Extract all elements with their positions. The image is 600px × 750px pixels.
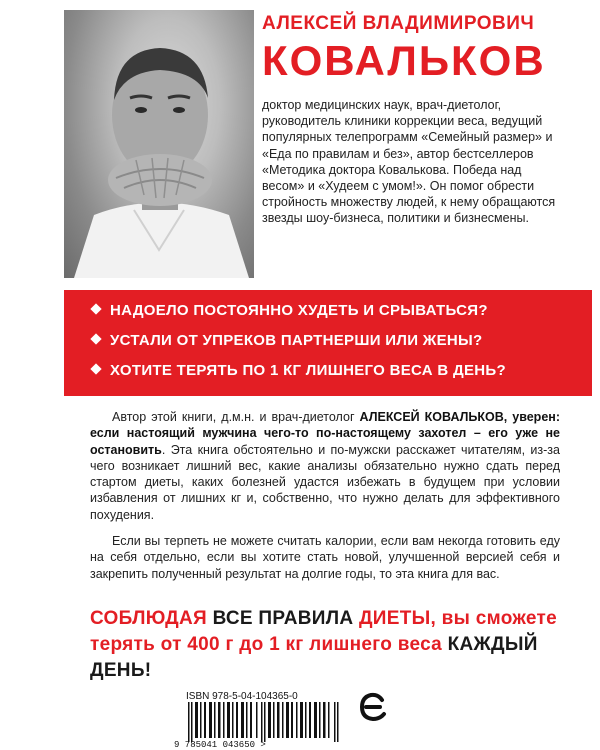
barcode-digits: 9 785041 043650 > xyxy=(174,740,266,750)
diamond-bullet-icon xyxy=(90,303,101,314)
publisher-logo-icon xyxy=(356,690,390,724)
author-photo xyxy=(64,10,254,278)
diamond-bullet-icon xyxy=(90,333,101,344)
call-to-action: СОБЛЮДАЯ ВСЕ ПРАВИЛА ДИЕТЫ, вы сможете терять от 400 г до 1 кг лишнего веса КАЖДЫЙ ДЕНЬ! xyxy=(90,608,557,681)
author-first-name: АЛЕКСЕЙ ВЛАДИМИРОВИЧ xyxy=(262,13,535,34)
question-item: ХОТИТЕ ТЕРЯТЬ ПО 1 КГ ЛИШНЕГО ВЕСА В ДЕНЬ? xyxy=(92,362,506,379)
author-surname: КОВАЛЬКОВ xyxy=(262,37,546,84)
author-name-block xyxy=(262,12,582,84)
question-item: УСТАЛИ ОТ УПРЕКОВ ПАРТНЕРШИ ИЛИ ЖЕНЫ? xyxy=(92,332,482,349)
diamond-bullet-icon xyxy=(90,363,101,374)
question-item: НАДОЕЛО ПОСТОЯННО ХУДЕТЬ И СРЫВАТЬСЯ? xyxy=(92,302,488,319)
author-bio: доктор медицинских наук, врач-диетолог, руководитель клиники коррекции веса, ведущий популярных телепрограмм «Семейный размер» и «Еда по правилам и без», автор бестселлеров «Методика доктора Ковалькова. Победа над весом» и «Худеем с умом!». Он помог обрести стройность множеству людей, к нему обращаются звезды шоу-бизнеса, политики и бизнесмены. xyxy=(262,98,556,226)
isbn: ISBN 978-5-04-104365-0 xyxy=(186,691,298,702)
questions-band xyxy=(64,290,592,396)
description-paragraph: Если вы терпеть не можете считать калории, если вам некогда готовить еду на себя отдельно, если вы хотите стать новой, улучшенной версией себя и закрепить полученный результат на долгие годы, то эта книга для вас. xyxy=(90,534,560,581)
description xyxy=(90,409,560,582)
description-paragraph: Автор этой книги, д.м.н. и врач-диетолог АЛЕКСЕЙ КОВАЛЬКОВ, уверен: если настоящий мужчина чего-то по-настоящему захотел – его уже не остановить. Эта книга обстоятельно и по-мужски расскажет читателям, из-за чего возникает лишний вес, какие анализы обязательно нужно сдать перед стартом диеты, каких болезней удастся избежать в будущем при условии избавления от лишних кг и, собственно, что нужно делать для эффективного похудения. xyxy=(90,410,560,522)
barcode xyxy=(186,702,342,742)
